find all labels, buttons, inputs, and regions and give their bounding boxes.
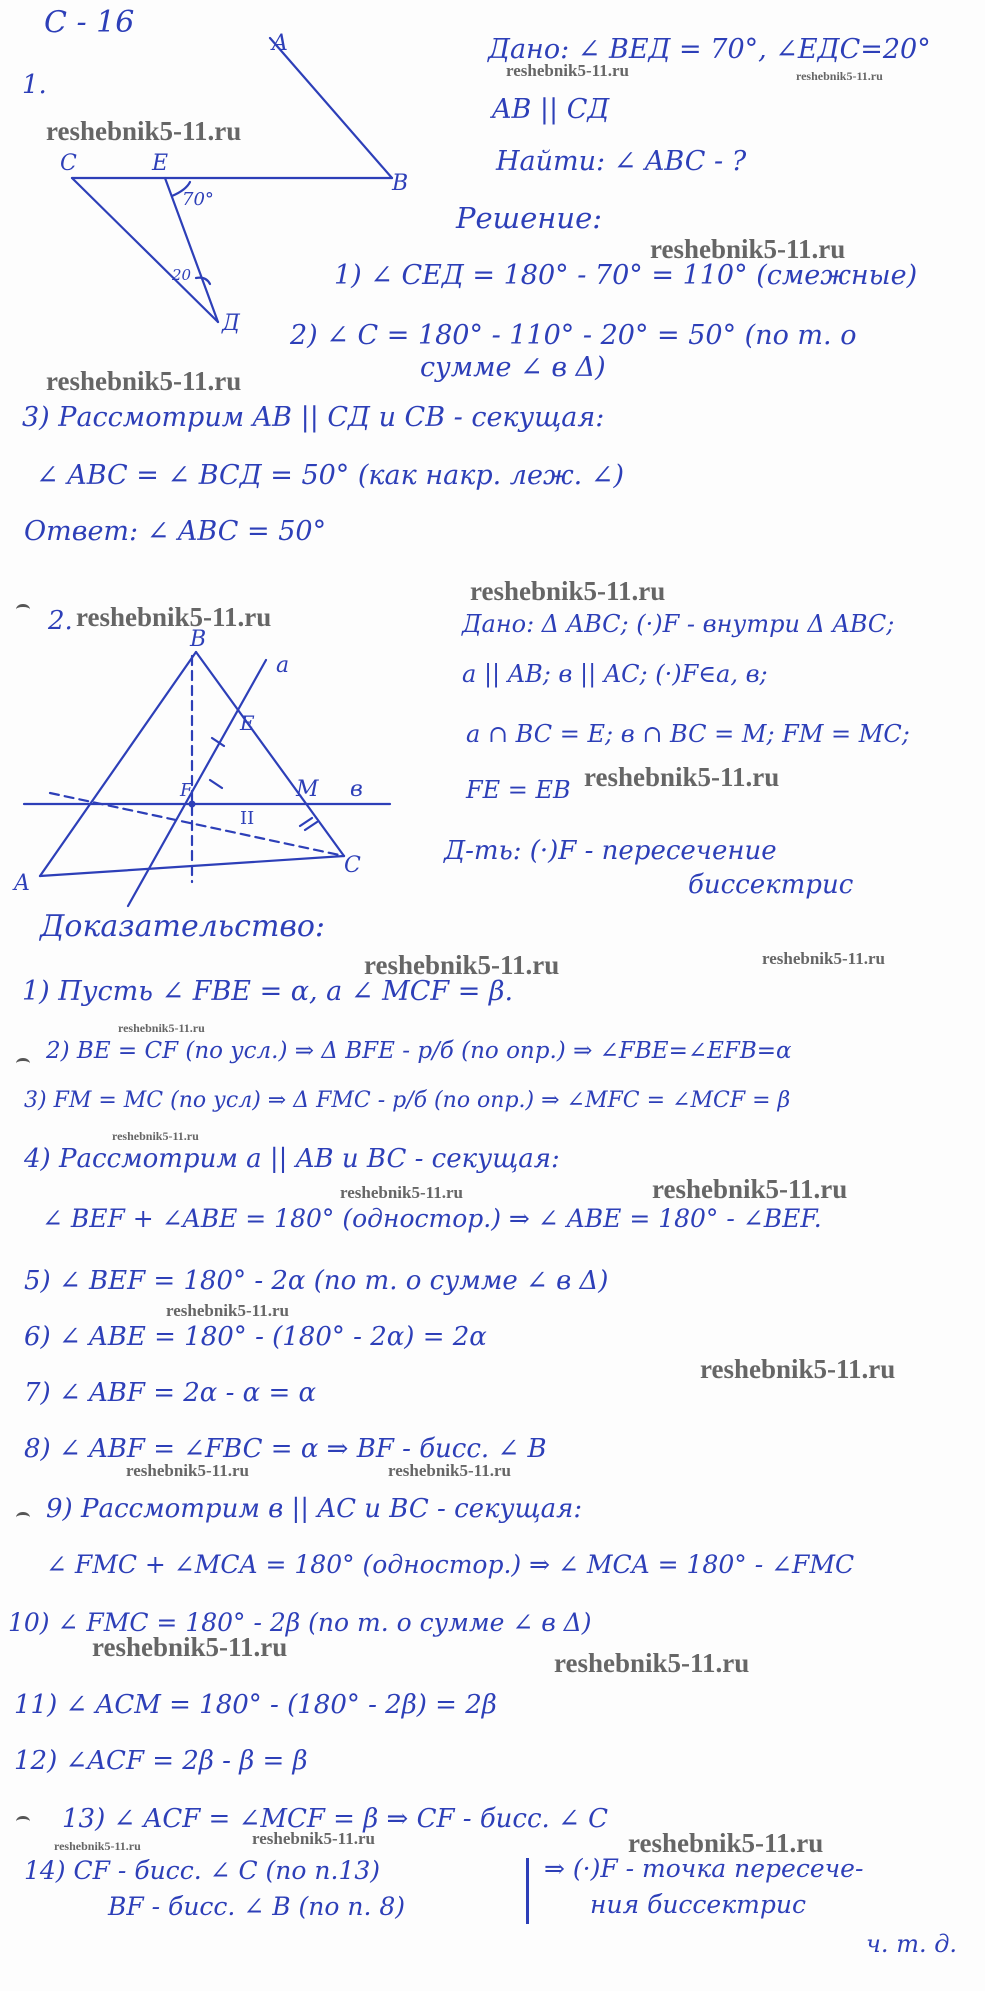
segment-ab: [270, 38, 392, 178]
proof-step-10: 10) ∠ FMC = 180° - 2β (по т. о сумме ∠ в Δ): [8, 1608, 592, 1637]
label-b: B: [190, 627, 207, 652]
problem-1-step-1: 1) ∠ CEД = 180° - 70° = 110° (смежные): [334, 260, 918, 291]
label-a-vertex: A: [14, 871, 30, 896]
problem-1-given-parallel: AB || CД: [492, 94, 610, 125]
side-bc: [196, 652, 344, 856]
proof-step-8: 8) ∠ ABF = ∠FBC = α ⇒ BF - бисс. ∠ B: [24, 1434, 547, 1464]
watermark: reshebnik5-11.ru: [46, 366, 242, 396]
problem-2-given-2: a || AB; в || AC; (·)F∈a, в;: [462, 660, 768, 688]
watermark: reshebnik5-11.ru: [700, 1354, 896, 1384]
proof-step-1: 1) Пусть ∠ FBE = α, а ∠ MCF = β.: [22, 976, 514, 1007]
proof-step-4b: ∠ BEF + ∠ABE = 180° (одностор.) ⇒ ∠ ABE = 180° - ∠BEF.: [42, 1204, 822, 1233]
label-angle-70: 70°: [182, 189, 214, 210]
problem-2-number: 2.: [48, 606, 73, 636]
proof-step-3: 3) FM = MC (по усл) ⇒ Δ FMC - р/б (по опр.) ⇒ ∠MFC = ∠MCF = β: [24, 1088, 791, 1113]
watermark: reshebnik5-11.ru: [252, 1829, 375, 1848]
tick-mc-2: [305, 822, 317, 830]
label-f: F: [180, 780, 193, 801]
point-f: [189, 801, 196, 808]
watermark: reshebnik5-11.ru: [388, 1461, 511, 1480]
label-e: E: [152, 151, 169, 176]
proof-step-9: 9) Рассмотрим в || AC и BC - секущая:: [46, 1494, 583, 1524]
problem-2-figure: [0, 606, 420, 900]
proof-step-7: 7) ∠ ABF = 2α - α = α: [24, 1378, 317, 1408]
proof-conclusion-2: ния биссектрис: [590, 1890, 806, 1919]
bisector-c: [50, 793, 344, 856]
label-b: B: [392, 171, 409, 196]
watermark: reshebnik5-11.ru: [46, 116, 242, 146]
proof-title: Доказательство:: [40, 909, 326, 944]
label-m: M: [296, 777, 319, 802]
label-line-b: в: [350, 777, 363, 802]
watermark: reshebnik5-11.ru: [554, 1648, 750, 1678]
proof-step-11: 11) ∠ ACM = 180° - (180° - 2β) = 2β: [14, 1690, 497, 1720]
problem-1-step-2: 2) ∠ C = 180° - 110° - 20° = 50° (по т. о: [290, 320, 857, 351]
watermark: reshebnik5-11.ru: [340, 1183, 463, 1202]
problem-1-find: Найти: ∠ ABC - ?: [496, 146, 747, 177]
label-c: C: [60, 151, 77, 176]
watermark: reshebnik5-11.ru: [470, 576, 666, 606]
page-header: С - 16: [44, 5, 135, 40]
watermark: reshebnik5-11.ru: [652, 1174, 848, 1204]
watermark: reshebnik5-11.ru: [54, 1839, 141, 1853]
proof-step-5: 5) ∠ BEF = 180° - 2α (по т. о сумме ∠ в Δ): [24, 1266, 609, 1296]
watermark: reshebnik5-11.ru: [92, 1632, 288, 1662]
watermark: reshebnik5-11.ru: [166, 1301, 289, 1320]
proof-conclusion-1: ⇒ (·)F - точка пересече-: [544, 1854, 864, 1883]
label-parallel-mark: II: [240, 808, 255, 829]
line-a-parallel-ab: [128, 660, 266, 906]
watermark: reshebnik5-11.ru: [76, 602, 272, 632]
proof-step-4: 4) Рассмотрим a || AB и BC - секущая:: [24, 1144, 560, 1174]
tick-mc-1: [300, 818, 312, 826]
label-a: A: [272, 31, 288, 56]
side-ab: [40, 652, 196, 876]
binder-hole: [16, 1512, 30, 1523]
proof-qed: ч. т. д.: [866, 1930, 958, 1958]
watermark: reshebnik5-11.ru: [584, 762, 780, 792]
problem-2-given-3: a ∩ BC = E; в ∩ BC = M; FM = MC;: [466, 720, 910, 748]
label-c: C: [344, 853, 361, 878]
problem-2-prove-2: биссектрис: [688, 870, 854, 900]
proof-step-13: 13) ∠ ACF = ∠MCF = β ⇒ CF - бисс. ∠ C: [62, 1804, 609, 1834]
label-e: E: [240, 711, 255, 735]
proof-step-9b: ∠ FMC + ∠MCA = 180° (одностор.) ⇒ ∠ MCA = 180° - ∠FMC: [46, 1550, 855, 1579]
problem-1-number: 1.: [22, 70, 47, 100]
watermark: reshebnik5-11.ru: [762, 949, 885, 968]
problem-1-answer: Ответ: ∠ ABC = 50°: [24, 516, 327, 547]
watermark: reshebnik5-11.ru: [796, 69, 883, 83]
brace-line: [526, 1858, 529, 1924]
label-line-a: a: [276, 653, 290, 678]
watermark: reshebnik5-11.ru: [628, 1828, 824, 1858]
label-d: Д: [222, 311, 240, 336]
proof-step-2: 2) BE = CF (по усл.) ⇒ Δ BFE - р/б (по опр.) ⇒ ∠FBE=∠EFB=α: [46, 1038, 792, 1064]
watermark: reshebnik5-11.ru: [364, 950, 560, 980]
proof-step-6: 6) ∠ ABE = 180° - (180° - 2α) = 2α: [24, 1322, 487, 1352]
proof-step-14a: 14) CF - бисс. ∠ C (по п.13): [24, 1856, 381, 1885]
problem-1-solution-title: Решение:: [456, 201, 603, 235]
tick-fe: [210, 780, 222, 788]
label-angle-20: 20: [172, 266, 192, 284]
problem-2-given-4: FE = EB: [466, 776, 571, 804]
watermark: reshebnik5-11.ru: [112, 1129, 199, 1143]
proof-step-12: 12) ∠ACF = 2β - β = β: [14, 1746, 308, 1776]
problem-1-step-3: 3) Рассмотрим AB || CД и CB - секущая:: [22, 402, 605, 433]
watermark: reshebnik5-11.ru: [506, 61, 629, 80]
watermark: reshebnik5-11.ru: [118, 1021, 205, 1035]
watermark: reshebnik5-11.ru: [650, 234, 846, 264]
problem-2-prove-1: Д-ть: (·)F - пересечение: [444, 836, 777, 866]
problem-1-given: Дано: ∠ BEД = 70°, ∠EДC=20°: [488, 34, 931, 65]
problem-2-given-1: Дано: Δ ABC; (·)F - внутри Δ ABC;: [462, 610, 895, 638]
watermark: reshebnik5-11.ru: [126, 1461, 249, 1480]
binder-hole: [16, 1058, 30, 1069]
binder-hole: [16, 1816, 30, 1827]
proof-step-14b: BF - бисс. ∠ B (по п. 8): [108, 1892, 406, 1921]
problem-1-step-2b: сумме ∠ в Δ): [420, 352, 606, 383]
problem-1-step-3b: ∠ ABC = ∠ BCД = 50° (как накр. леж. ∠): [36, 460, 624, 491]
